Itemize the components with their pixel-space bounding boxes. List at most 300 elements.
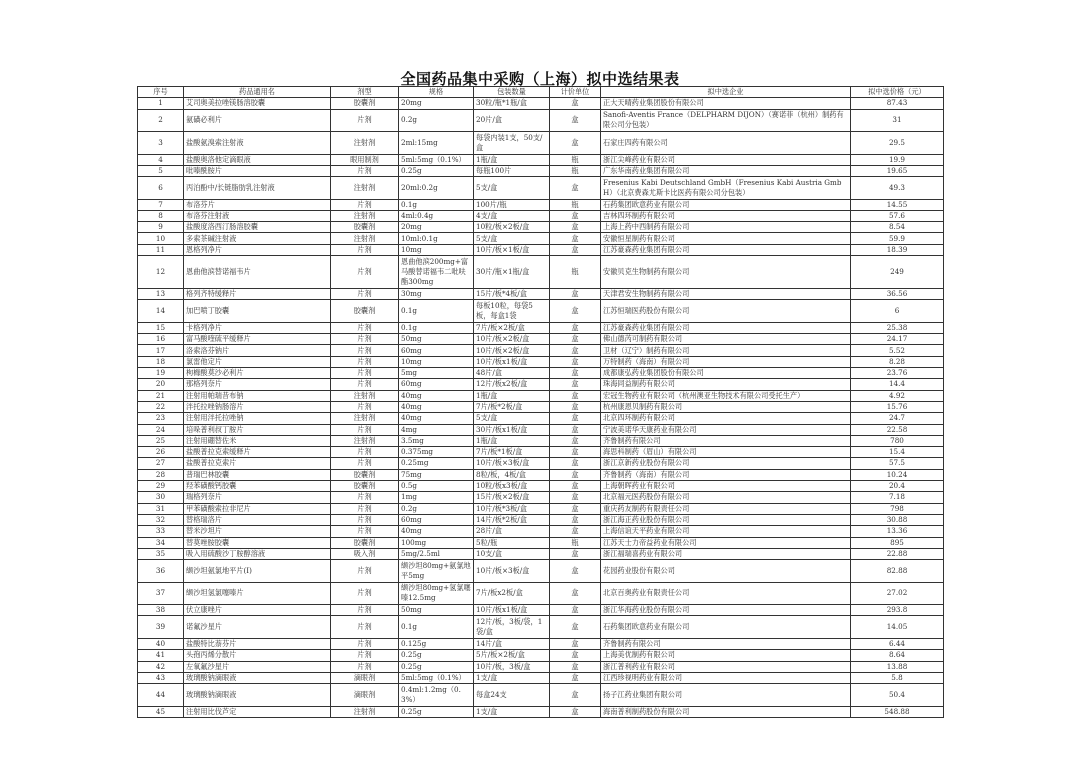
- table-row: [138, 616, 944, 639]
- cell-row-number: 38: [138, 605, 184, 616]
- cell-selected-price: 249: [851, 256, 944, 289]
- cell-drug-name: 甲苯磺酸索拉非尼片: [184, 503, 331, 514]
- cell-package-quantity: 1瓶/盒: [474, 154, 550, 165]
- cell-row-number: 30: [138, 492, 184, 503]
- cell-specification: 0.1g: [399, 322, 474, 333]
- cell-selected-company: 石药集团欧意药业有限公司: [601, 616, 851, 639]
- cell-dosage-form: 片剂: [331, 109, 399, 132]
- cell-selected-price: 30.88: [851, 514, 944, 525]
- cell-selected-price: 13.88: [851, 661, 944, 672]
- cell-package-quantity: 48片/盒: [474, 368, 550, 379]
- cell-selected-price: 18.39: [851, 244, 944, 255]
- cell-row-number: 5: [138, 165, 184, 176]
- cell-selected-price: 15.4: [851, 447, 944, 458]
- cell-selected-price: 7.18: [851, 492, 944, 503]
- cell-selected-company: 浙江海正药业股份有限公司: [601, 514, 851, 525]
- cell-dosage-form: 片剂: [331, 638, 399, 649]
- cell-selected-company: 宏冠生物药业有限公司（杭州澳亚生物技术有限公司受托生产）: [601, 390, 851, 401]
- cell-drug-name: 丙泊酚中/长链脂肪乳注射液: [184, 177, 331, 200]
- cell-specification: 30mg: [399, 289, 474, 300]
- table-row: [138, 447, 944, 458]
- cell-package-quantity: 10支/盒: [474, 548, 550, 559]
- cell-selected-price: 5.52: [851, 345, 944, 356]
- cell-drug-name: 左氧氟沙星片: [184, 661, 331, 672]
- cell-row-number: 6: [138, 177, 184, 200]
- cell-specification: 40mg: [399, 390, 474, 401]
- cell-package-quantity: 5粒/瓶: [474, 537, 550, 548]
- cell-pricing-unit: 盒: [550, 368, 601, 379]
- cell-dosage-form: 吸入剂: [331, 548, 399, 559]
- cell-pricing-unit: 盒: [550, 447, 601, 458]
- cell-package-quantity: 15片/板×2板/盒: [474, 492, 550, 503]
- cell-row-number: 42: [138, 661, 184, 672]
- cell-specification: 4mg: [399, 424, 474, 435]
- table-row: [138, 605, 944, 616]
- cell-specification: 0.125g: [399, 638, 474, 649]
- cell-package-quantity: 15片/板*4板/盒: [474, 289, 550, 300]
- cell-dosage-form: 片剂: [331, 560, 399, 583]
- cell-row-number: 26: [138, 447, 184, 458]
- cell-pricing-unit: 盒: [550, 345, 601, 356]
- table-row: [138, 322, 944, 333]
- cell-selected-company: 齐鲁制药有限公司: [601, 638, 851, 649]
- cell-selected-price: 6: [851, 300, 944, 323]
- cell-selected-company: 安徽恒星制药有限公司: [601, 233, 851, 244]
- cell-selected-company: 海思科制药（眉山）有限公司: [601, 447, 851, 458]
- cell-row-number: 21: [138, 390, 184, 401]
- cell-dosage-form: 片剂: [331, 458, 399, 469]
- cell-row-number: 9: [138, 222, 184, 233]
- cell-specification: 50mg: [399, 605, 474, 616]
- cell-selected-price: 31: [851, 109, 944, 132]
- cell-package-quantity: 10片/板×3板/盒: [474, 560, 550, 583]
- cell-dosage-form: 片剂: [331, 650, 399, 661]
- cell-drug-name: 恩格列净片: [184, 244, 331, 255]
- cell-selected-price: 4.92: [851, 390, 944, 401]
- cell-pricing-unit: 盒: [550, 244, 601, 255]
- cell-package-quantity: 7片/板×2板/盒: [474, 322, 550, 333]
- cell-selected-price: 59.9: [851, 233, 944, 244]
- cell-dosage-form: 片剂: [331, 605, 399, 616]
- cell-dosage-form: 胶囊剂: [331, 222, 399, 233]
- column-header-unit: 计价单位: [550, 87, 601, 98]
- column-header-drug-name: 药品通用名: [184, 87, 331, 98]
- cell-pricing-unit: 瓶: [550, 154, 601, 165]
- cell-package-quantity: 7片/板*1板/盒: [474, 447, 550, 458]
- cell-dosage-form: 片剂: [331, 424, 399, 435]
- cell-selected-company: 江苏天士力帝益药业有限公司: [601, 537, 851, 548]
- cell-drug-name: 多索茶碱注射液: [184, 233, 331, 244]
- cell-dosage-form: 注射剂: [331, 390, 399, 401]
- cell-drug-name: 注射用泮托拉唑钠: [184, 413, 331, 424]
- cell-row-number: 18: [138, 356, 184, 367]
- cell-selected-company: 江苏豪森药业集团有限公司: [601, 244, 851, 255]
- cell-drug-name: 瑞格列奈片: [184, 492, 331, 503]
- cell-pricing-unit: 盒: [550, 177, 601, 200]
- table-row: [138, 458, 944, 469]
- cell-dosage-form: 注射剂: [331, 413, 399, 424]
- cell-package-quantity: 5支/盒: [474, 233, 550, 244]
- cell-row-number: 1: [138, 98, 184, 109]
- table-row: [138, 177, 944, 200]
- cell-specification: 0.375mg: [399, 447, 474, 458]
- table-row: [138, 684, 944, 707]
- cell-drug-name: 玻璃酸钠滴眼液: [184, 684, 331, 707]
- cell-selected-company: 重庆药友制药有限责任公司: [601, 503, 851, 514]
- cell-package-quantity: 28片/盒: [474, 526, 550, 537]
- cell-selected-company: 安徽贝克生物制药有限公司: [601, 256, 851, 289]
- cell-row-number: 28: [138, 469, 184, 480]
- cell-selected-company: 万特制药（海南）有限公司: [601, 356, 851, 367]
- cell-dosage-form: 胶囊剂: [331, 537, 399, 548]
- cell-package-quantity: 每瓶100片: [474, 165, 550, 176]
- cell-selected-price: 14.05: [851, 616, 944, 639]
- cell-specification: 4ml:0.4g: [399, 210, 474, 221]
- cell-specification: 50mg: [399, 334, 474, 345]
- cell-package-quantity: 1瓶/盒: [474, 390, 550, 401]
- cell-dosage-form: 片剂: [331, 447, 399, 458]
- cell-pricing-unit: 盒: [550, 401, 601, 412]
- cell-selected-company: 江西珍视明药业有限公司: [601, 672, 851, 683]
- cell-specification: 40mg: [399, 526, 474, 537]
- cell-dosage-form: 注射剂: [331, 177, 399, 200]
- cell-row-number: 20: [138, 379, 184, 390]
- cell-selected-price: 57.6: [851, 210, 944, 221]
- cell-selected-price: 14.4: [851, 379, 944, 390]
- cell-specification: 缬沙坦80mg+氨氯地平5mg: [399, 560, 474, 583]
- cell-row-number: 35: [138, 548, 184, 559]
- cell-package-quantity: 14片/盒: [474, 638, 550, 649]
- cell-dosage-form: 注射剂: [331, 132, 399, 155]
- cell-row-number: 7: [138, 199, 184, 210]
- cell-dosage-form: 片剂: [331, 368, 399, 379]
- cell-dosage-form: 片剂: [331, 256, 399, 289]
- cell-row-number: 29: [138, 481, 184, 492]
- cell-package-quantity: 30片/板x1板/盒: [474, 424, 550, 435]
- cell-selected-company: 海南普利制药股份有限公司: [601, 706, 851, 717]
- cell-selected-price: 25.38: [851, 322, 944, 333]
- cell-specification: 60mg: [399, 345, 474, 356]
- cell-drug-name: 盐酸氨溴索注射液: [184, 132, 331, 155]
- cell-selected-price: 13.36: [851, 526, 944, 537]
- table-row: [138, 98, 944, 109]
- table-row: [138, 165, 944, 176]
- cell-specification: 0.5g: [399, 481, 474, 492]
- cell-selected-price: 29.5: [851, 132, 944, 155]
- cell-selected-company: 天津君安生物制药有限公司: [601, 289, 851, 300]
- cell-package-quantity: 5支/盒: [474, 413, 550, 424]
- cell-pricing-unit: 盒: [550, 582, 601, 605]
- cell-selected-price: 780: [851, 435, 944, 446]
- cell-selected-price: 57.5: [851, 458, 944, 469]
- table-row: [138, 390, 944, 401]
- cell-specification: 20mg: [399, 98, 474, 109]
- cell-pricing-unit: 瓶: [550, 256, 601, 289]
- table-row: [138, 199, 944, 210]
- table-row: [138, 256, 944, 289]
- cell-dosage-form: 胶囊剂: [331, 469, 399, 480]
- cell-package-quantity: 14片/板*2板/盒: [474, 514, 550, 525]
- cell-selected-company: 珠海同益制药有限公司: [601, 379, 851, 390]
- cell-specification: 10mg: [399, 356, 474, 367]
- table-row: [138, 401, 944, 412]
- cell-dosage-form: 片剂: [331, 244, 399, 255]
- cell-pricing-unit: 盒: [550, 684, 601, 707]
- cell-selected-price: 20.4: [851, 481, 944, 492]
- cell-pricing-unit: 瓶: [550, 165, 601, 176]
- cell-drug-name: 枸橼酸莫沙必利片: [184, 368, 331, 379]
- cell-drug-name: 头孢丙烯分散片: [184, 650, 331, 661]
- cell-drug-name: 布洛芬片: [184, 199, 331, 210]
- cell-drug-name: 培哚普利叔丁胺片: [184, 424, 331, 435]
- cell-specification: 0.2g: [399, 503, 474, 514]
- cell-drug-name: 伏立康唑片: [184, 605, 331, 616]
- cell-row-number: 25: [138, 435, 184, 446]
- cell-row-number: 22: [138, 401, 184, 412]
- cell-drug-name: 注射用硼替佐米: [184, 435, 331, 446]
- cell-package-quantity: 8粒/板，4板/盒: [474, 469, 550, 480]
- cell-row-number: 34: [138, 537, 184, 548]
- cell-selected-price: 19.65: [851, 165, 944, 176]
- cell-drug-name: 诺氟沙星片: [184, 616, 331, 639]
- cell-pricing-unit: 盒: [550, 469, 601, 480]
- cell-package-quantity: 12片/板x2板/盒: [474, 379, 550, 390]
- cell-selected-company: 浙江华海药业股份有限公司: [601, 605, 851, 616]
- cell-specification: 0.4ml:1.2mg（0.3%）: [399, 684, 474, 707]
- cell-selected-price: 8.28: [851, 356, 944, 367]
- cell-drug-name: 氨磺必利片: [184, 109, 331, 132]
- cell-selected-price: 10.24: [851, 469, 944, 480]
- cell-specification: 2ml:15mg: [399, 132, 474, 155]
- cell-row-number: 39: [138, 616, 184, 639]
- table-row: [138, 334, 944, 345]
- cell-row-number: 11: [138, 244, 184, 255]
- cell-drug-name: 盐酸普拉克索缓释片: [184, 447, 331, 458]
- cell-selected-price: 50.4: [851, 684, 944, 707]
- cell-specification: 0.2g: [399, 109, 474, 132]
- cell-selected-company: 上海上药中西制药有限公司: [601, 222, 851, 233]
- cell-drug-name: 替格瑞洛片: [184, 514, 331, 525]
- cell-pricing-unit: 盒: [550, 222, 601, 233]
- cell-selected-company: 上海朝晖药业有限公司: [601, 481, 851, 492]
- cell-row-number: 31: [138, 503, 184, 514]
- cell-pricing-unit: 盒: [550, 109, 601, 132]
- cell-dosage-form: 片剂: [331, 661, 399, 672]
- cell-dosage-form: 片剂: [331, 379, 399, 390]
- column-header-specification: 规格: [399, 87, 474, 98]
- cell-selected-company: Sanofi-Aventis France（DELPHARM DIJON）（赛诺菲（杭州）制药有限公司分包装）: [601, 109, 851, 132]
- table-row: [138, 582, 944, 605]
- cell-drug-name: 注射用比伐芦定: [184, 706, 331, 717]
- cell-row-number: 44: [138, 684, 184, 707]
- cell-specification: 0.25g: [399, 661, 474, 672]
- cell-dosage-form: 胶囊剂: [331, 98, 399, 109]
- cell-dosage-form: 胶囊剂: [331, 481, 399, 492]
- cell-pricing-unit: 盒: [550, 492, 601, 503]
- column-header-package: 包装数量: [474, 87, 550, 98]
- cell-specification: 0.25g: [399, 650, 474, 661]
- cell-specification: 20ml:0.2g: [399, 177, 474, 200]
- cell-specification: 5ml:5mg（0.1%）: [399, 672, 474, 683]
- cell-pricing-unit: 盒: [550, 322, 601, 333]
- cell-row-number: 10: [138, 233, 184, 244]
- table-row: [138, 210, 944, 221]
- cell-package-quantity: 12片/板，3板/袋，1袋/盒: [474, 616, 550, 639]
- cell-specification: 40mg: [399, 413, 474, 424]
- cell-selected-company: 江苏恒瑞医药股份有限公司: [601, 300, 851, 323]
- header-row: [138, 87, 944, 98]
- cell-package-quantity: 1瓶/盒: [474, 435, 550, 446]
- cell-specification: 60mg: [399, 514, 474, 525]
- cell-selected-company: 石家庄四药有限公司: [601, 132, 851, 155]
- cell-selected-price: 798: [851, 503, 944, 514]
- cell-pricing-unit: 瓶: [550, 537, 601, 548]
- column-header-company: 拟中选企业: [601, 87, 851, 98]
- cell-package-quantity: 4支/盒: [474, 210, 550, 221]
- cell-selected-price: 24.7: [851, 413, 944, 424]
- cell-specification: 10mg: [399, 244, 474, 255]
- cell-dosage-form: 胶囊剂: [331, 300, 399, 323]
- cell-row-number: 36: [138, 560, 184, 583]
- cell-selected-company: 北京百奥药业有限责任公司: [601, 582, 851, 605]
- cell-pricing-unit: 盒: [550, 605, 601, 616]
- cell-pricing-unit: 盒: [550, 356, 601, 367]
- cell-specification: 0.1g: [399, 300, 474, 323]
- cell-row-number: 17: [138, 345, 184, 356]
- cell-package-quantity: 10片/板×2板/盒: [474, 334, 550, 345]
- cell-dosage-form: 片剂: [331, 582, 399, 605]
- cell-selected-company: 佛山德芮可制药有限公司: [601, 334, 851, 345]
- cell-selected-company: 正大天晴药业集团股份有限公司: [601, 98, 851, 109]
- cell-selected-company: 齐鲁制药（海南）有限公司: [601, 469, 851, 480]
- cell-dosage-form: 眼用制剂: [331, 154, 399, 165]
- cell-package-quantity: 10片/板×2板/盒: [474, 345, 550, 356]
- cell-selected-company: 吉林四环制药有限公司: [601, 210, 851, 221]
- cell-pricing-unit: 盒: [550, 616, 601, 639]
- table-row: [138, 672, 944, 683]
- table-row: [138, 233, 944, 244]
- cell-pricing-unit: 盒: [550, 233, 601, 244]
- cell-dosage-form: 片剂: [331, 503, 399, 514]
- cell-selected-price: 5.8: [851, 672, 944, 683]
- cell-selected-company: 浙江尖峰药业有限公司: [601, 154, 851, 165]
- cell-drug-name: 缬沙坦氢氯噻嗪片: [184, 582, 331, 605]
- table-body: [138, 98, 944, 718]
- cell-specification: 100mg: [399, 537, 474, 548]
- cell-dosage-form: 注射剂: [331, 233, 399, 244]
- cell-package-quantity: 100片/瓶: [474, 199, 550, 210]
- cell-package-quantity: 5支/盒: [474, 177, 550, 200]
- table-row: [138, 435, 944, 446]
- cell-dosage-form: 注射剂: [331, 435, 399, 446]
- cell-drug-name: 羟苯磺酸钙胶囊: [184, 481, 331, 492]
- cell-dosage-form: 滴眼剂: [331, 672, 399, 683]
- cell-specification: 0.25g: [399, 165, 474, 176]
- cell-package-quantity: 30粒/瓶*1瓶/盒: [474, 98, 550, 109]
- cell-dosage-form: 片剂: [331, 492, 399, 503]
- cell-selected-price: 293.8: [851, 605, 944, 616]
- cell-pricing-unit: 盒: [550, 390, 601, 401]
- cell-row-number: 24: [138, 424, 184, 435]
- cell-pricing-unit: 盒: [550, 210, 601, 221]
- cell-selected-company: 上海信谊天平药业有限公司: [601, 526, 851, 537]
- table-row: [138, 548, 944, 559]
- cell-pricing-unit: 盒: [550, 379, 601, 390]
- cell-selected-price: 22.58: [851, 424, 944, 435]
- cell-pricing-unit: 瓶: [550, 199, 601, 210]
- cell-pricing-unit: 盒: [550, 413, 601, 424]
- cell-specification: 恩曲他滨200mg+富马酸替诺福韦二吡呋酯300mg: [399, 256, 474, 289]
- cell-drug-name: 吸入用硫酸沙丁胺醇溶液: [184, 548, 331, 559]
- cell-selected-price: 36.56: [851, 289, 944, 300]
- column-header-no: 序号: [138, 87, 184, 98]
- table-row: [138, 413, 944, 424]
- cell-pricing-unit: 盒: [550, 435, 601, 446]
- cell-row-number: 13: [138, 289, 184, 300]
- cell-dosage-form: 片剂: [331, 356, 399, 367]
- table-row: [138, 379, 944, 390]
- cell-dosage-form: 片剂: [331, 345, 399, 356]
- cell-drug-name: 普瑞巴林胶囊: [184, 469, 331, 480]
- cell-package-quantity: 20片/盒: [474, 109, 550, 132]
- cell-row-number: 12: [138, 256, 184, 289]
- cell-drug-name: 那格列奈片: [184, 379, 331, 390]
- cell-package-quantity: 1支/盒: [474, 706, 550, 717]
- cell-pricing-unit: 盒: [550, 548, 601, 559]
- cell-package-quantity: 10粒/板×2板/盒: [474, 222, 550, 233]
- cell-row-number: 4: [138, 154, 184, 165]
- cell-row-number: 45: [138, 706, 184, 717]
- cell-pricing-unit: 盒: [550, 514, 601, 525]
- cell-selected-price: 23.76: [851, 368, 944, 379]
- cell-pricing-unit: 盒: [550, 638, 601, 649]
- table-row: [138, 503, 944, 514]
- cell-specification: 75mg: [399, 469, 474, 480]
- cell-selected-price: 19.9: [851, 154, 944, 165]
- cell-specification: 3.5mg: [399, 435, 474, 446]
- cell-row-number: 33: [138, 526, 184, 537]
- cell-selected-price: 49.3: [851, 177, 944, 200]
- cell-pricing-unit: 盒: [550, 650, 601, 661]
- cell-row-number: 40: [138, 638, 184, 649]
- cell-drug-name: 加巴喷丁胶囊: [184, 300, 331, 323]
- cell-pricing-unit: 盒: [550, 132, 601, 155]
- table-row: [138, 132, 944, 155]
- cell-selected-company: 上海美优制药有限公司: [601, 650, 851, 661]
- cell-selected-price: 6.44: [851, 638, 944, 649]
- table-row: [138, 154, 944, 165]
- cell-row-number: 19: [138, 368, 184, 379]
- cell-pricing-unit: 盒: [550, 503, 601, 514]
- cell-drug-name: 缬沙坦氨氯地平片(Ⅰ): [184, 560, 331, 583]
- cell-selected-price: 22.88: [851, 548, 944, 559]
- cell-selected-company: Fresenius Kabi Deutschland GmbH（Fresenius Kabi Austria GmbH）（北京费森尤斯卡比医药有限公司分包装）: [601, 177, 851, 200]
- cell-dosage-form: 片剂: [331, 616, 399, 639]
- cell-row-number: 16: [138, 334, 184, 345]
- cell-drug-name: 恩曲他滨替诺福韦片: [184, 256, 331, 289]
- cell-selected-company: 广东华南药业集团有限公司: [601, 165, 851, 176]
- cell-specification: 0.25g: [399, 706, 474, 717]
- cell-drug-name: 洛索洛芬钠片: [184, 345, 331, 356]
- cell-selected-company: 浙江福瑞喜药业有限公司: [601, 548, 851, 559]
- cell-selected-company: 浙江普利药业有限公司: [601, 661, 851, 672]
- table-row: [138, 514, 944, 525]
- table-row: [138, 109, 944, 132]
- cell-pricing-unit: 盒: [550, 424, 601, 435]
- cell-drug-name: 氯雷他定片: [184, 356, 331, 367]
- procurement-results-table: [137, 86, 944, 718]
- cell-row-number: 43: [138, 672, 184, 683]
